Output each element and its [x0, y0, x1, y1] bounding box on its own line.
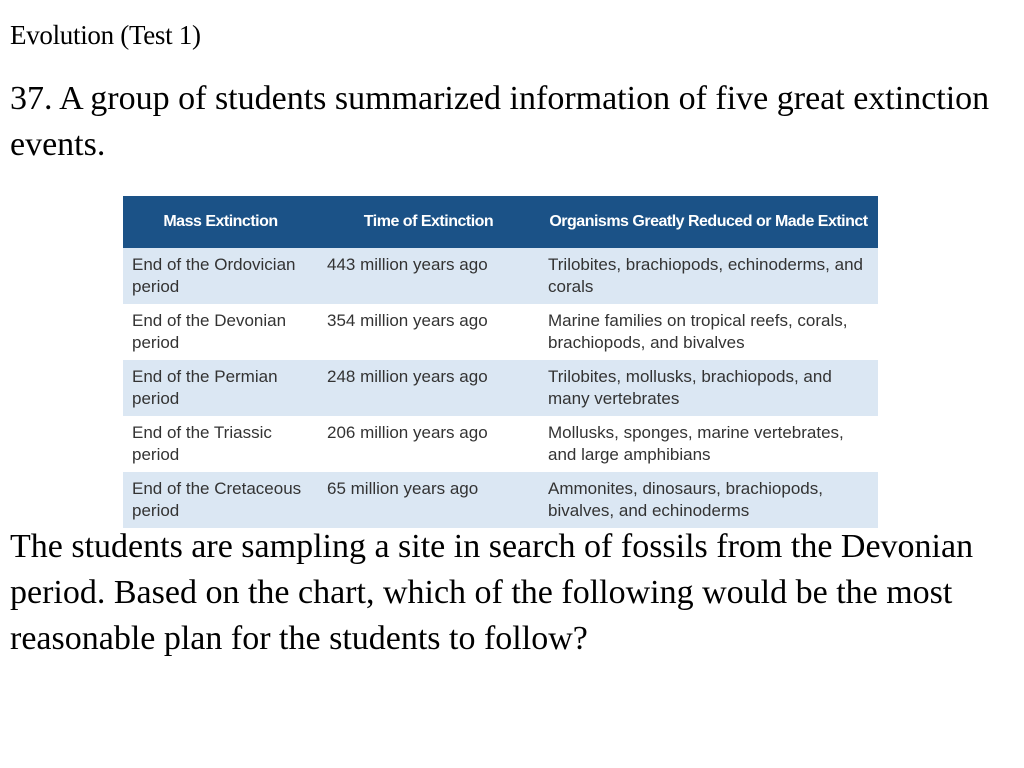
header-time-of-extinction: Time of Extinction — [318, 196, 539, 248]
cell-event: End of the Cretaceous period — [123, 472, 318, 528]
cell-time: 443 million years ago — [318, 248, 539, 304]
cell-organisms: Marine families on tropical reefs, corals, brachiopods, and bivalves — [539, 304, 878, 360]
table-row — [123, 304, 878, 360]
cell-event: End of the Triassic period — [123, 416, 318, 472]
cell-organisms: Trilobites, brachiopods, echinoderms, and corals — [539, 248, 878, 304]
table-row — [123, 416, 878, 472]
table-header — [123, 196, 878, 248]
question-prompt: The students are sampling a site in search of fossils from the Devonian period. Based on the chart, which of the following would be the most reasonable plan for the students to follow? — [10, 528, 974, 657]
header-mass-extinction: Mass Extinction — [123, 196, 318, 248]
extinction-table-container — [123, 196, 878, 518]
cell-time: 248 million years ago — [318, 360, 539, 416]
cell-organisms: Trilobites, mollusks, brachiopods, and many vertebrates — [539, 360, 878, 416]
table-row — [123, 472, 878, 528]
cell-event: End of the Permian period — [123, 360, 318, 416]
cell-event: End of the Ordovician period — [123, 248, 318, 304]
cell-time: 354 million years ago — [318, 304, 539, 360]
cell-time: 65 million years ago — [318, 472, 539, 528]
table-row — [123, 360, 878, 416]
cell-organisms: Ammonites, dinosaurs, brachiopods, bivalves, and echinoderms — [539, 472, 878, 528]
table-row — [123, 248, 878, 304]
extinction-table — [123, 196, 878, 528]
test-title: Evolution (Test 1) — [10, 20, 201, 50]
cell-event: End of the Devonian period — [123, 304, 318, 360]
table-body — [123, 248, 878, 528]
question-intro: 37. A group of students summarized information of five great extinction events. — [10, 80, 990, 163]
header-organisms: Organisms Greatly Reduced or Made Extinct — [539, 196, 878, 248]
cell-time: 206 million years ago — [318, 416, 539, 472]
cell-organisms: Mollusks, sponges, marine vertebrates, and large amphibians — [539, 416, 878, 472]
